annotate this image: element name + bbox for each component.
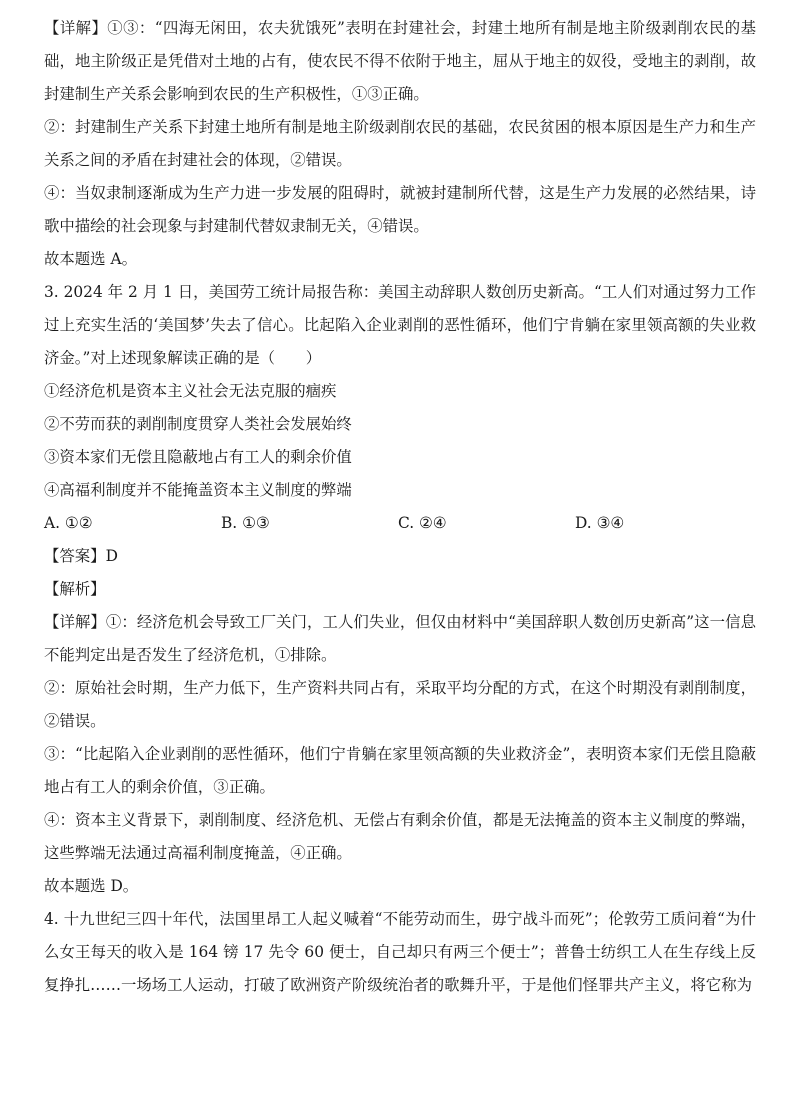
q3-detail-4: ④：资本主义背景下，剥削制度、经济危机、无偿占有剩余价值，都是无法掩盖的资本主义制度的弊端，这些弊端无法通过高福利制度掩盖，④正确。 (44, 811, 756, 862)
q3-option-c: C. ②④ (398, 514, 447, 532)
q3-detail-2: ②：原始社会时期，生产力低下，生产资料共同占有，采取平均分配的方式，在这个时期没有剥削制度，②错误。 (44, 679, 756, 730)
q2-detail-2: ②：封建制生产关系下封建土地所有制是地主阶级剥削农民的基础，农民贫困的根本原因是生产力和生产关系之间的矛盾在封建社会的体现，②错误。 (44, 118, 756, 169)
q2-detail-1: 【详解】①③：“四海无闲田，农夫犹饿死”表明在封建社会，封建土地所有制是地主阶级剥削农民的基础，地主阶级正是凭借对土地的占有，使农民不得不依附于地主，屈从于地主的奴役，受地主的剥削，故封建制生产关系会影响到农民的生产积极性，①③正确。 (44, 19, 756, 103)
q3-item-2: ②不劳而获的剥削制度贯穿人类社会发展始终 (44, 415, 352, 433)
q3-conclusion: 故本题选 D。 (44, 877, 139, 895)
q3-option-d: D. ③④ (575, 514, 625, 532)
q3-item-1: ①经济危机是资本主义社会无法克服的痼疾 (44, 382, 337, 400)
q3-detail-3: ③：“比起陷入企业剥削的恶性循环，他们宁肯躺在家里领高额的失业救济金”，表明资本家们无偿且隐蔽地占有工人的剩余价值，③正确。 (44, 745, 756, 796)
q3-option-b: B. ①③ (221, 514, 270, 532)
q2-conclusion: 故本题选 A。 (44, 250, 137, 268)
q3-item-4: ④高福利制度并不能掩盖资本主义制度的弊端 (44, 481, 352, 499)
q3-answer: 【答案】D (44, 547, 118, 565)
q3-analysis-label: 【解析】 (44, 580, 106, 598)
q3-option-a: A. ①② (44, 514, 93, 532)
q3-options (0, 507, 800, 540)
q3-stem: 3. 2024 年 2 月 1 日，美国劳工统计局报告称：美国主动辞职人数创历史新高。“工人们对通过努力工作过上充实生活的‘美国梦’失去了信心。比起陷入企业剥削的恶性循环，他们宁肯躺在家里领高额的失业救济金。”对上述现象解读正确的是（ ） (44, 283, 756, 367)
q4-stem: 4. 十九世纪三四十年代，法国里昂工人起义喊着“不能劳动而生，毋宁战斗而死”；伦敦劳工质问着“为什么女王每天的收入是 164 镑 17 先令 60 便士，自己却只有两三个便士”；普鲁士纺织工人在生存线上反复挣扎……一场场工人运动，打破了欧洲资产阶级统治者的歌舞升平，于是他们怪罪共产主义，将它称为 (44, 910, 756, 994)
q2-detail-4: ④：当奴隶制逐渐成为生产力进一步发展的阻碍时，就被封建制所代替，这是生产力发展的必然结果，诗歌中描绘的社会现象与封建制代替奴隶制无关，④错误。 (44, 184, 756, 235)
q3-item-3: ③资本家们无偿且隐蔽地占有工人的剩余价值 (44, 448, 352, 466)
q3-detail-1: 【详解】①：经济危机会导致工厂关门，工人们失业，但仅由材料中“美国辞职人数创历史新高”这一信息不能判定出是否发生了经济危机，①排除。 (44, 613, 756, 664)
